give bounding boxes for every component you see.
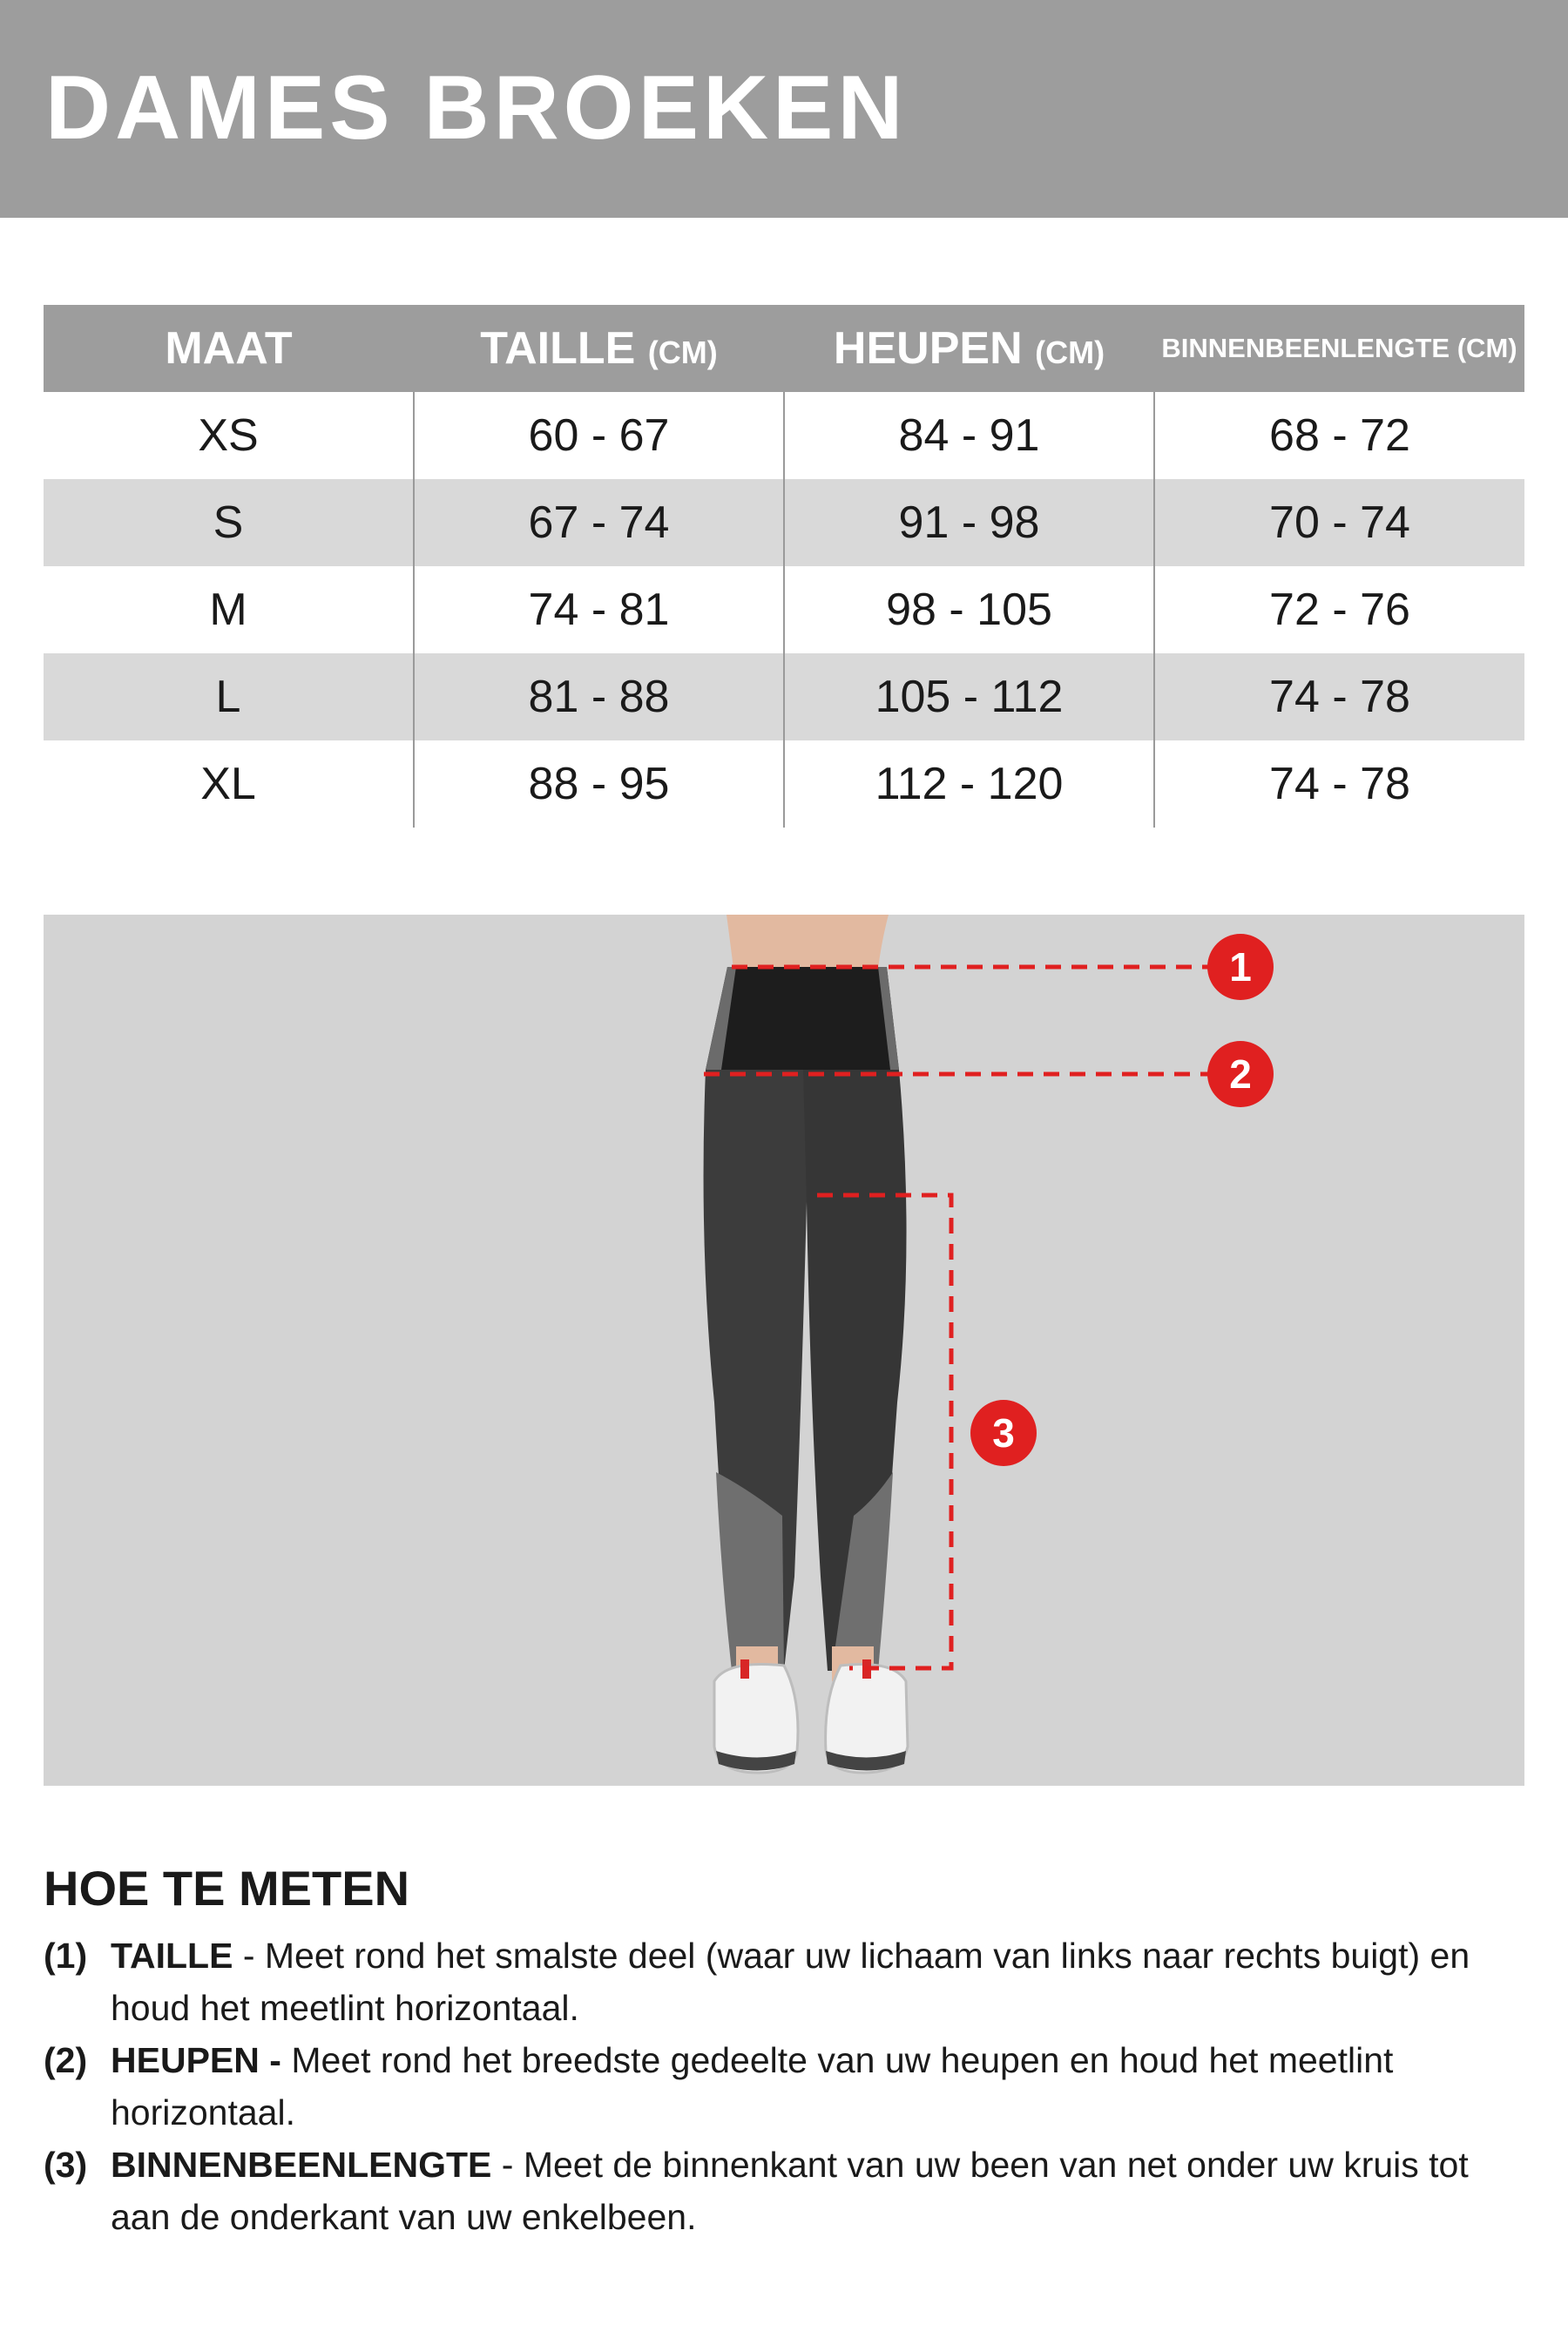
leggings-illustration [44,915,1524,1786]
torso-skin [727,915,889,969]
heupen-cell: 91 - 98 [784,479,1154,566]
size-table [44,305,1524,828]
marker-3-icon [970,1400,1037,1466]
size-cell: XL [200,759,256,809]
howto-item-binnenbeenlengte [44,2139,1524,2243]
header-taille: TAILLE (CM) [414,305,784,392]
left-shoe-tag [740,1659,749,1679]
size-cell: L [44,653,414,740]
marker-1-icon [1207,934,1274,1000]
header-binnenbeenlengte: BINNENBEENLENGTE (CM) [1154,305,1524,392]
heupen-cell: 84 - 91 [784,392,1154,479]
binnenbeen-cell: 68 - 72 [1154,392,1524,479]
binnenbeen-cell: 74 - 78 [1154,740,1524,828]
table-row [44,566,1524,653]
table-row [44,740,1524,828]
table-row [44,392,1524,479]
howto-item-heupen [44,2034,1524,2139]
taille-cell: 60 - 67 [414,392,784,479]
marker-1-label: 1 [1229,944,1252,990]
heupen-cell: 112 - 120 [784,740,1154,828]
howto-title: HOE TE METEN [44,1861,410,1916]
item-term: HEUPEN - [111,2040,281,2080]
item-separator: - [233,1936,265,1976]
taille-cell: 88 - 95 [414,740,784,828]
binnenbeen-cell: 72 - 76 [1154,566,1524,653]
header-banner [0,0,1568,218]
marker-2-label: 2 [1229,1051,1252,1097]
item-text: Meet rond het breedste gedeelte van uw heupen en houd het meetlint horizontaal. [111,2040,1394,2132]
page-title: DAMES BROEKEN [45,57,908,159]
size-cell: S [44,479,414,566]
marker-3-label: 3 [992,1410,1015,1456]
table-row [44,653,1524,740]
header-maat: MAAT [44,305,414,392]
size-cell: XS [198,410,259,461]
measurement-figure [44,915,1524,1786]
item-separator: - [491,2145,524,2185]
binnenbeen-cell: 70 - 74 [1154,479,1524,566]
table-row [44,479,1524,566]
binnenbeen-cell: 74 - 78 [1154,653,1524,740]
heupen-cell: 98 - 105 [784,566,1154,653]
item-text: Meet rond het smalste deel (waar uw lichaam van links naar rechts buigt) en houd het meetlint horizontaal. [111,1936,1470,2028]
taille-cell: 74 - 81 [414,566,784,653]
howto-item-taille [44,1930,1524,2034]
item-term: TAILLE [111,1936,233,1976]
item-number: (1) [44,1936,88,1976]
waistband [706,967,899,1070]
taille-cell: 67 - 74 [414,479,784,566]
howto-list [44,1930,1524,2243]
item-number: (2) [44,2040,88,2080]
item-separator [281,2040,291,2080]
marker-2-icon [1207,1041,1274,1107]
table-header-row [44,305,1524,392]
item-text: Meet de binnenkant van uw been van net onder uw kruis tot aan de onderkant van uw enkelbeen. [111,2145,1469,2237]
header-heupen: HEUPEN (CM) [784,305,1154,392]
item-term: BINNENBEENLENGTE [111,2145,492,2185]
item-number: (3) [44,2145,88,2185]
heupen-cell: 105 - 112 [784,653,1154,740]
taille-cell: 81 - 88 [414,653,784,740]
size-cell: M [209,585,247,635]
